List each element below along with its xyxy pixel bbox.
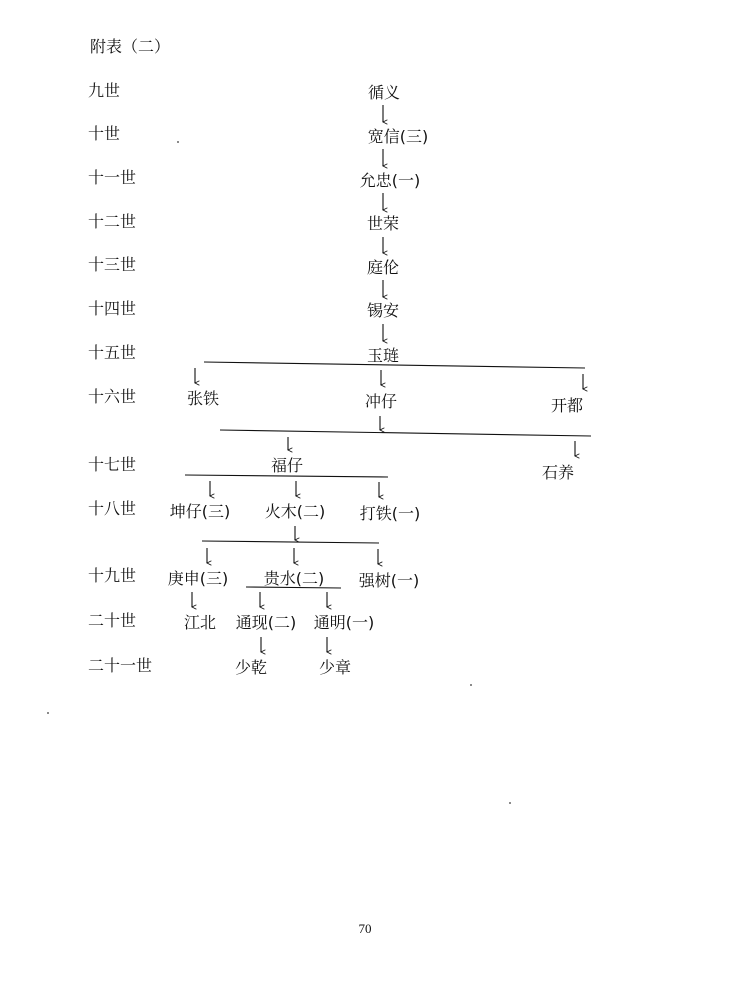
generation-label-14: 十四世: [88, 299, 137, 318]
person-xunyi: 循义: [367, 83, 401, 102]
person-tongming: 通明(一): [313, 613, 375, 632]
person-yunzhong: 允忠(一): [359, 171, 421, 190]
generation-label-10: 十世: [88, 124, 121, 143]
scan-speck: [470, 684, 472, 686]
person-gengshen: 庚申(三): [167, 569, 229, 588]
bar-huomu: [202, 541, 379, 543]
person-tongxian: 通现(二): [235, 613, 297, 632]
page-number: 70: [358, 921, 372, 936]
generation-label-12: 十二世: [88, 212, 137, 231]
generation-label-15: 十五世: [88, 343, 137, 362]
generation-label-18: 十八世: [88, 499, 137, 518]
person-kaidu: 开都: [550, 396, 584, 415]
generation-label-19: 十九世: [88, 566, 137, 585]
person-huomu: 火木(二): [264, 502, 326, 521]
person-xian: 锡安: [366, 301, 400, 320]
generation-label-20: 二十世: [88, 611, 137, 630]
person-datie: 打铁(一): [359, 504, 421, 523]
generation-label-9: 九世: [88, 81, 121, 100]
person-shaoqian: 少乾: [234, 658, 268, 677]
generation-label-17: 十七世: [88, 455, 137, 474]
person-shaozhang: 少章: [318, 658, 352, 677]
person-tinglun: 庭伦: [366, 258, 400, 277]
person-chongzai: 冲仔: [364, 392, 398, 411]
table-title: 附表（二）: [90, 37, 171, 56]
scan-speck: [47, 712, 49, 714]
person-guishui: 贵水(二): [263, 569, 325, 588]
generation-label-21: 二十一世: [88, 656, 153, 675]
person-qiangshu: 强树(一): [358, 571, 420, 590]
person-kunzai: 坤仔(三): [169, 502, 231, 521]
bar-fuzai: [185, 475, 388, 477]
person-fuzai: 福仔: [270, 456, 304, 475]
person-shiyang: 石养: [541, 463, 575, 482]
bar-chongzai: [220, 430, 591, 436]
person-jiangbei: 江北: [183, 613, 217, 632]
person-yulian: 玉琏: [366, 346, 400, 365]
person-kuanxin: 宽信(三): [367, 127, 429, 146]
scan-speck: [177, 141, 179, 143]
generation-label-11: 十一世: [88, 168, 137, 187]
generation-label-16: 十六世: [88, 387, 137, 406]
generation-label-13: 十三世: [88, 255, 137, 274]
person-zhangtie: 张铁: [186, 389, 220, 408]
scan-speck: [509, 802, 511, 804]
person-shirong: 世荣: [366, 214, 400, 233]
